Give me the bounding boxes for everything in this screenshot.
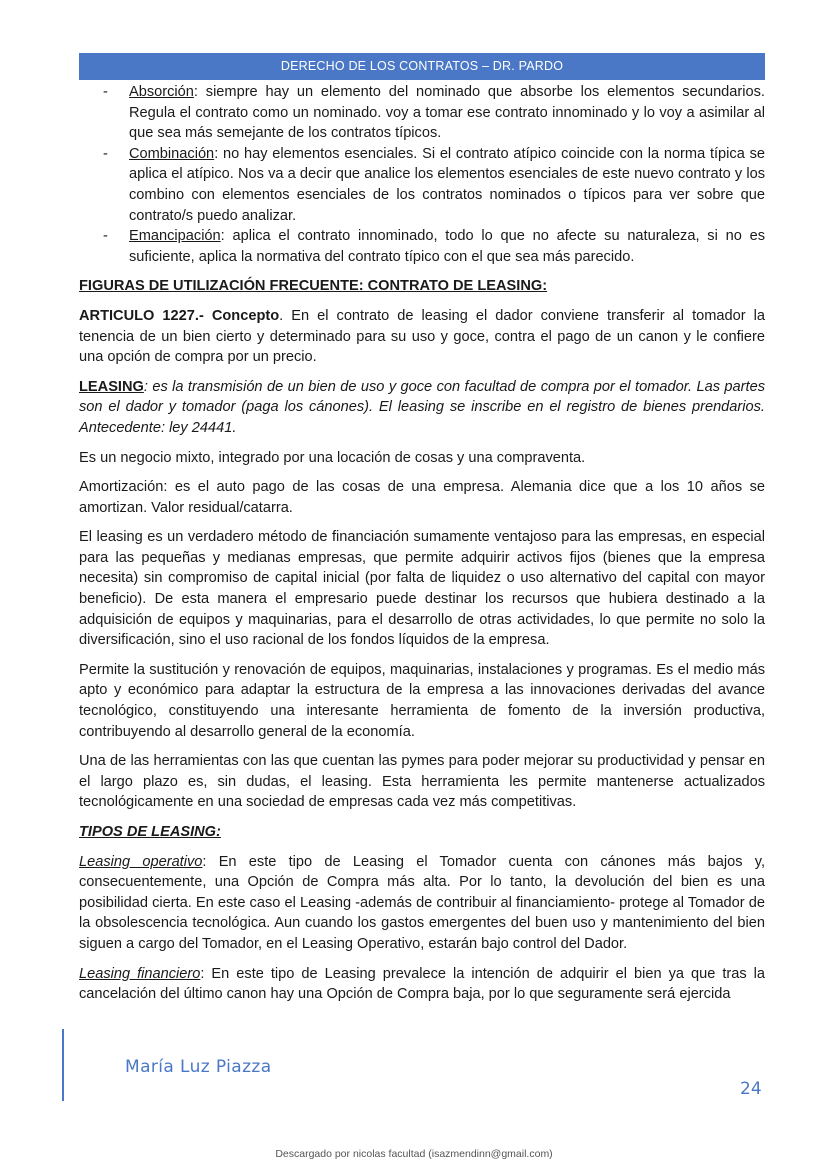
list-item-absorcion bbox=[79, 82, 765, 144]
list-item-emancipacion bbox=[79, 226, 765, 267]
list-bullet: - bbox=[103, 84, 108, 100]
term-combinacion: Combinación bbox=[129, 145, 215, 162]
article-text: . En el contrato de leasing el dador conviene transferir al tomador la tenencia de un bien cierto y determinado para su uso y goce, contra el pago de un canon y le confiere una opción de compra por un precio. bbox=[79, 307, 766, 366]
paragraph-pymes: Una de las herramientas con las que cuentan las pymes para poder mejorar su productividad y pensar en el largo plazo es, sin dudas, el leasing. Esta herramienta les permite mantenerse actualizados tecnológicamente en una sociedad de empresas cada vez más competitivas. bbox=[79, 753, 765, 811]
document-header: DERECHO DE LOS CONTRATOS – DR. PARDO bbox=[79, 53, 765, 80]
page-number: 24 bbox=[740, 1079, 762, 1099]
paragraph-negocio-mixto: Es un negocio mixto, integrado por una locación de cosas y una compraventa. bbox=[79, 449, 586, 466]
definition-text: : no hay elementos esenciales. Si el contrato atípico coincide con la norma típica se aplica el atípico. Nos va a decir que analice los elementos esenciales de este nuevo contrato y los combino con elementos esenciales de los contratos nominados o típicos para ver sobre que contrato/s puedo analizar. bbox=[129, 145, 765, 224]
article-label: ARTICULO 1227.- Concepto bbox=[79, 307, 280, 324]
leasing-term: LEASING bbox=[79, 378, 144, 395]
leasing-operativo-text: : En este tipo de Leasing el Tomador cuenta con cánones más bajos y, consecuentemente, una Opción de Compra más alta. Por lo tanto, la devolución del bien es una posibilidad cierta. En este caso el Leasing -además de contribuir al financiamiento- protege al Tomador de la obsolescencia tecnológica. Aun cuando los gastos emergentes del buen uso y mantenimiento del bien siguen a cargo del Tomador, en el Leasing Operativo, estarán bajo control del Dador. bbox=[79, 853, 766, 952]
integration-methods-list bbox=[79, 82, 765, 267]
paragraph-financiacion: El leasing es un verdadero método de financiación sumamente ventajoso para las empresas, en especial para las pequeñas y medianas empresas, que permite adquirir activos fijos (bienes que la empresa necesita) sin compromiso de capital inicial (por falta de liquidez o uso alternativo del capital con mayor beneficio). De esta manera el empresario puede destinar los recursos que hubiera destinado a la adquisición de equipos y maquinarias, para el desarrollo de otras actividades, lo que permite no solo la diversificación, sino el uso racional de los fondos líquidos de la empresa. bbox=[79, 529, 765, 649]
footer-author: María Luz Piazza bbox=[125, 1057, 272, 1077]
document-body bbox=[79, 82, 765, 1014]
footer-divider bbox=[62, 1029, 64, 1101]
term-leasing-operativo: Leasing operativo bbox=[79, 853, 203, 870]
definition-text: : aplica el contrato innominado, todo lo que no afecte su naturaleza, si no es suficiente, aplica la normativa del contrato típico con el que sea más parecido. bbox=[129, 228, 765, 265]
paragraph-amortizacion: Amortización: es el auto pago de las cosas de una empresa. Alemania dice que a los 10 años se amortizan. Valor residual/catarra. bbox=[79, 479, 765, 516]
paragraph-sustitucion: Permite la sustitución y renovación de equipos, maquinarias, instalaciones y programas. Es el medio más apto y económico para adaptar la estructura de la empresa a las innovaciones derivadas del avance tecnológico, constituyendo una interesante herramienta de fomento de la inversión productiva, contribuyendo al desarrollo general de la economía. bbox=[79, 661, 765, 740]
list-item-combinacion bbox=[79, 144, 765, 226]
list-bullet: - bbox=[103, 145, 108, 162]
list-bullet: - bbox=[103, 228, 108, 245]
download-watermark: Descargado por nicolas facultad (isazmendinn@gmail.com) bbox=[275, 1148, 553, 1160]
leasing-definition-paragraph bbox=[79, 377, 765, 439]
term-emancipacion: Emancipación bbox=[129, 228, 221, 245]
section-heading-leasing: FIGURAS DE UTILIZACIÓN FRECUENTE: CONTRATO DE LEASING: bbox=[79, 278, 548, 295]
term-leasing-financiero: Leasing financiero bbox=[79, 965, 201, 982]
definition-text: : siempre hay un elemento del nominado que absorbe los elementos secundarios. Regula el contrato como un nominado. voy a tomar ese contrato innominado y lo voy a asimilar al que sea más semejante de los contratos típicos. bbox=[129, 84, 765, 142]
leasing-financiero-text: : En este tipo de Leasing prevalece la intención de adquirir el bien ya que tras la cancelación del último canon hay una Opción de Compra baja, por lo que seguramente será ejercida bbox=[79, 965, 765, 1003]
article-1227-paragraph bbox=[79, 306, 765, 368]
section-heading-tipos: TIPOS DE LEASING: bbox=[79, 824, 221, 840]
paragraph-leasing-operativo bbox=[79, 852, 765, 955]
term-absorcion: Absorción bbox=[129, 84, 194, 100]
leasing-definition-text: : es la transmisión de un bien de uso y goce con facultad de compra por el tomador. Las partes son el dador y tomador (paga los cánones). El leasing se inscribe en el registro de bienes prendarios. Antecedente: ley 24441. bbox=[79, 378, 765, 436]
paragraph-leasing-financiero bbox=[79, 964, 765, 1005]
